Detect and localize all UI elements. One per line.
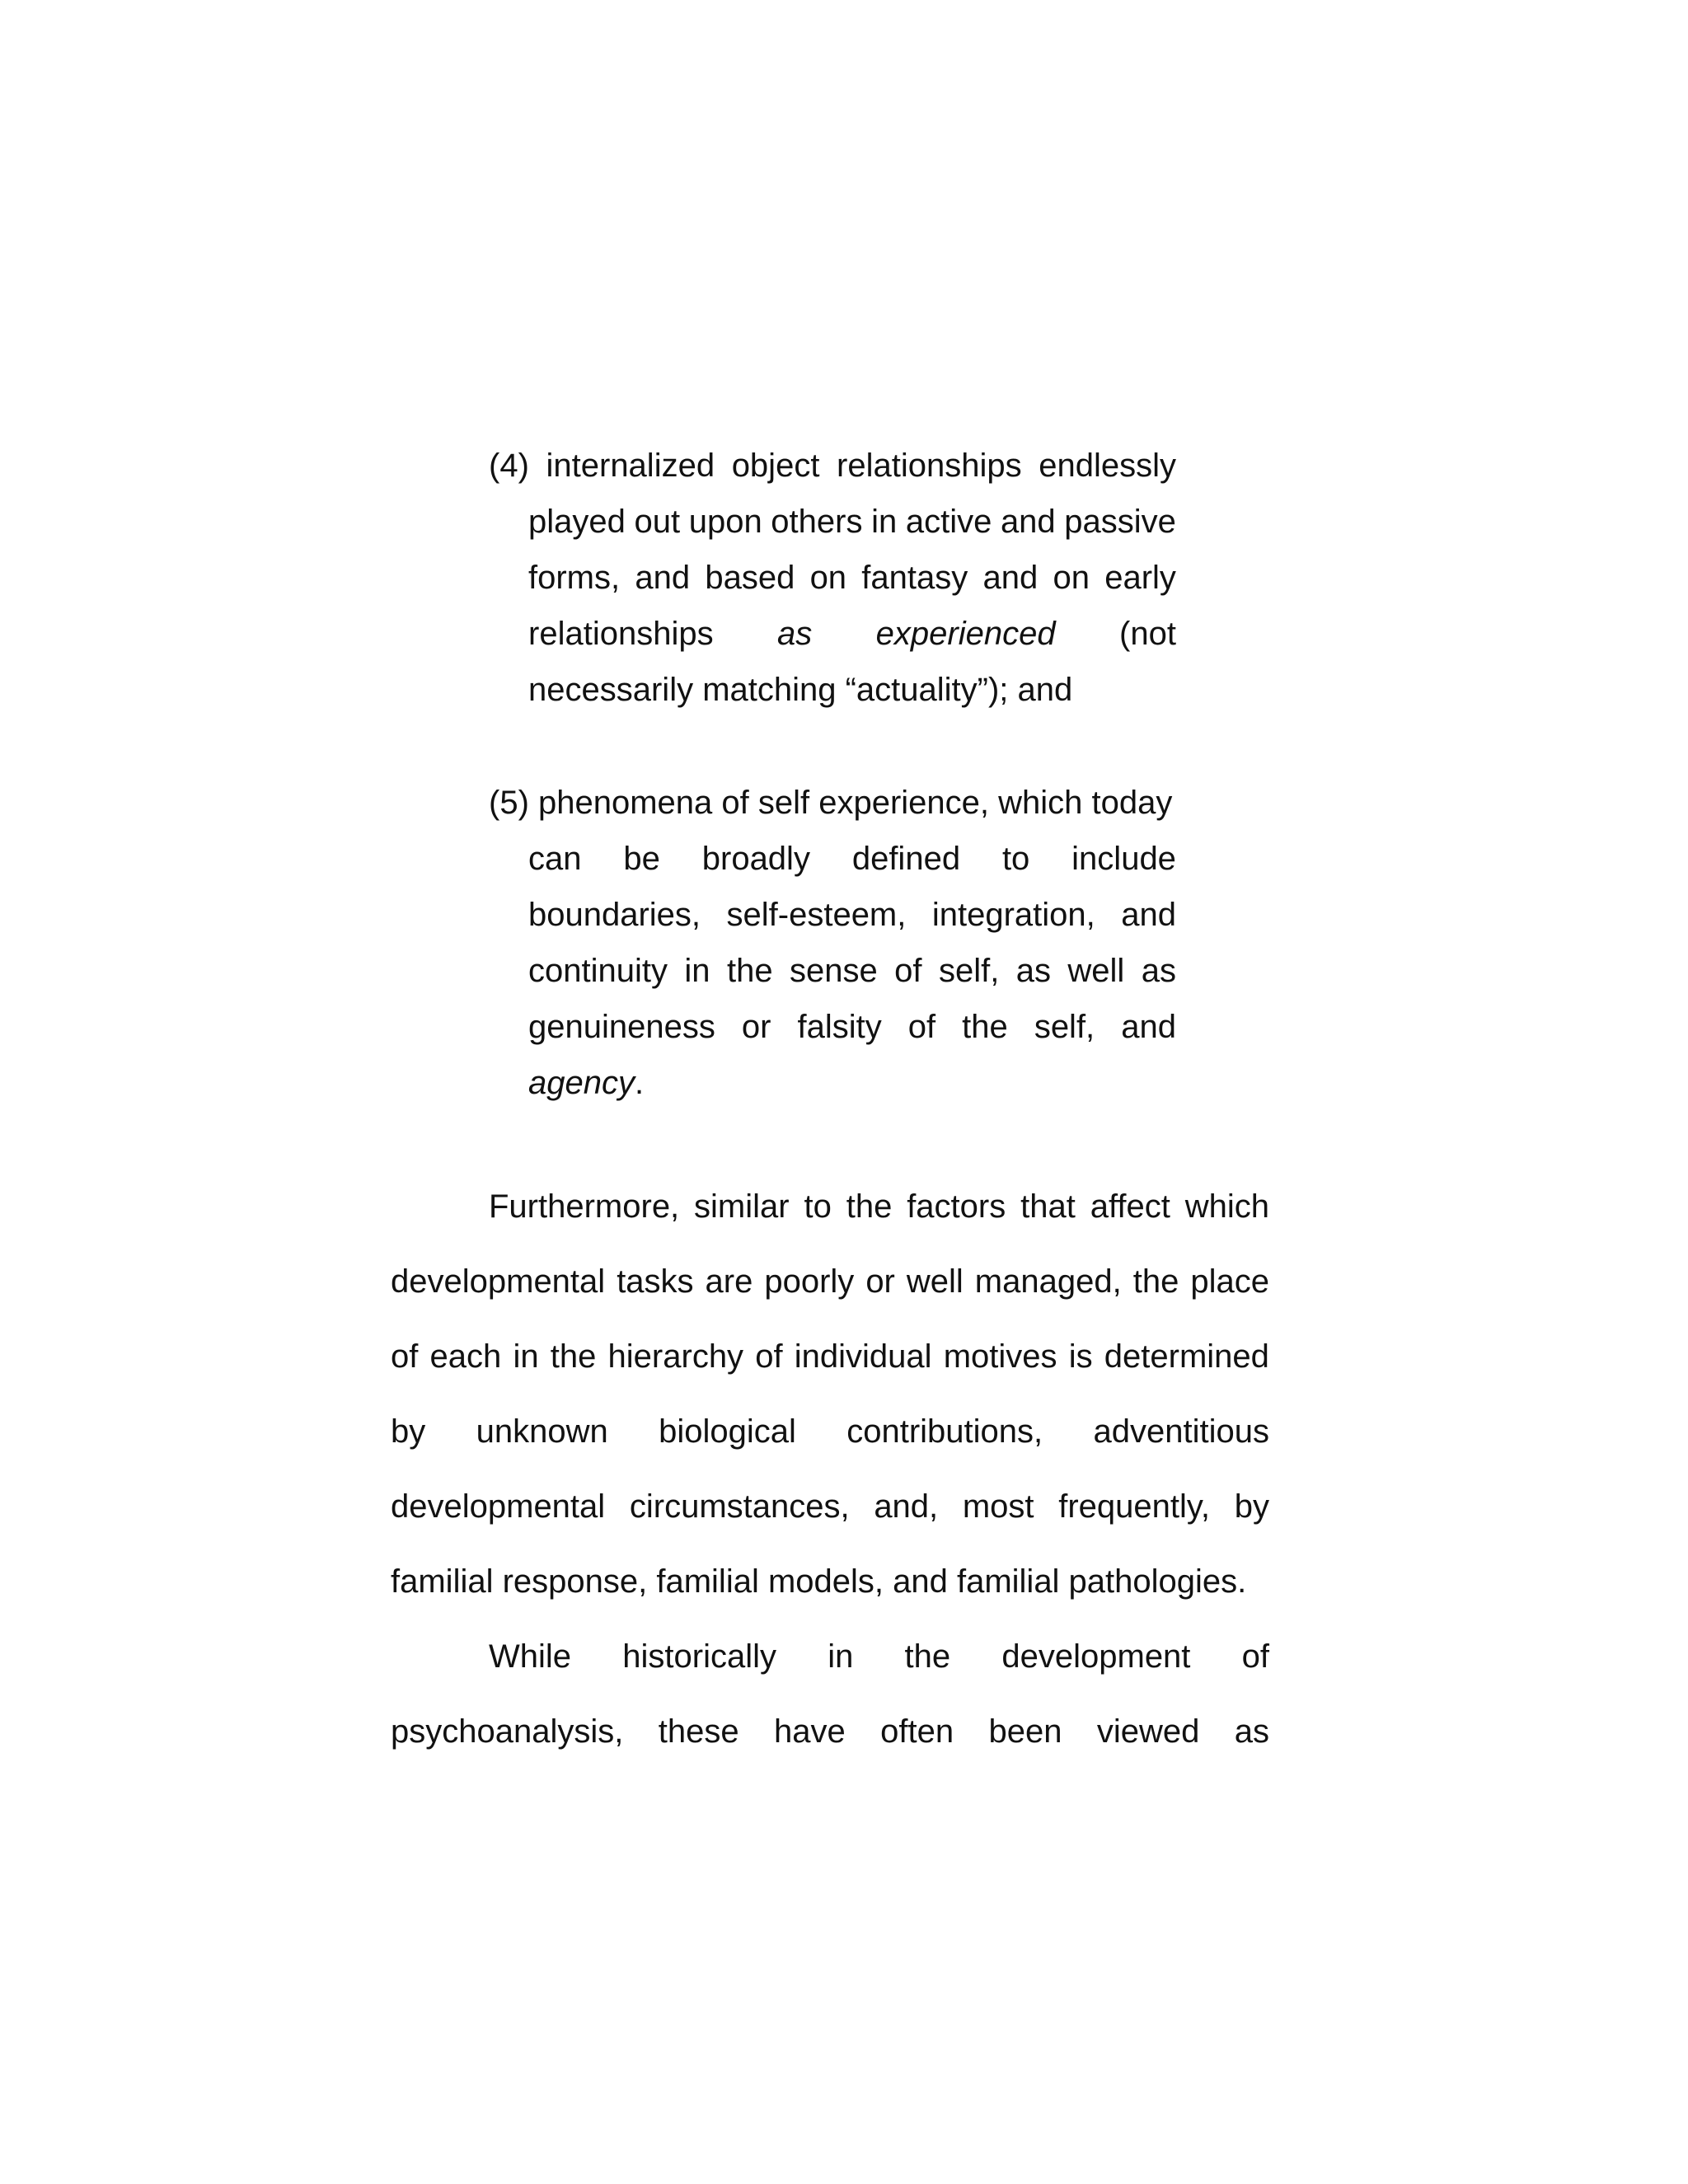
- text-line: While historically in the development of: [489, 1638, 1269, 1675]
- emphasis: experienced: [875, 616, 1056, 652]
- text-line: forms, and based on fantasy and on early: [528, 560, 1176, 596]
- text-line: (5) phenomena of self experience, which today: [489, 785, 1173, 821]
- text-line: Furthermore, similar to the factors that affect which: [489, 1188, 1269, 1225]
- text-line: played out upon others in active and passive: [528, 504, 1176, 540]
- text-line: genuineness or falsity of the self, and: [528, 1009, 1176, 1045]
- text-line: necessarily matching “actuality”); and: [528, 672, 1073, 708]
- emphasis: as: [777, 616, 813, 652]
- text-line: agency.: [528, 1065, 645, 1101]
- text-line: continuity in the sense of self, as well as: [528, 953, 1176, 989]
- text-line: can be broadly defined to include: [528, 841, 1176, 877]
- emphasis: agency: [528, 1065, 635, 1101]
- text-line: (4) internalized object relationships endlessly: [489, 448, 1176, 484]
- text-line: familial response, familial models, and familial pathologies.: [391, 1563, 1247, 1600]
- text-line: psychoanalysis, these have often been viewed as: [391, 1713, 1269, 1750]
- text-line: developmental tasks are poorly or well managed, the place: [391, 1263, 1269, 1300]
- text-line: developmental circumstances, and, most frequently, by: [391, 1488, 1269, 1525]
- text-line: by unknown biological contributions, adventitious: [391, 1413, 1269, 1450]
- text-line: relationships as experienced (not: [528, 616, 1176, 652]
- text-line: boundaries, self-esteem, integration, and: [528, 897, 1176, 933]
- text-line: of each in the hierarchy of individual motives is determined: [391, 1338, 1269, 1375]
